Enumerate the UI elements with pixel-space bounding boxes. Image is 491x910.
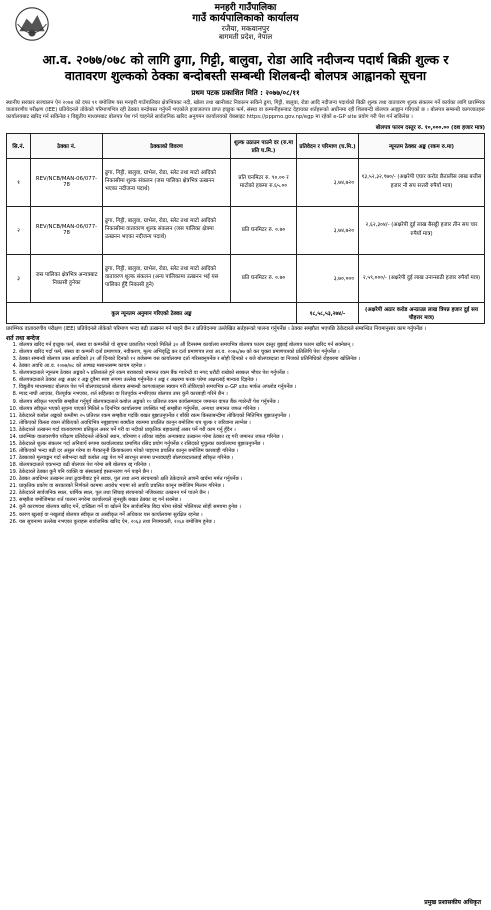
cell-description: ढुगा, गिट्टी, बालुवा, ग्राभेल, रोडा, स्लेट तथा माटो आदिको वातावरण शुल्क संकलन (अन्य पालिकामा उत्खनन भई यस पालिका हुँदै निकासी हुने) [103, 254, 231, 302]
conditions-title: शर्त तथा बन्देज [6, 335, 40, 342]
condition-item: 12. तोकिएको किस्ता रकम तोकिएको अवधिभित्र नबुझाएमा बक्यौता रकममा प्रचलित कानून बमोजिम थप शुल्क र जरिवाना लाग्नेछ । [19, 420, 485, 427]
office-name: गाउँ कार्यपालिकाको कार्यालय [192, 13, 299, 25]
cell-description: ढुगा, गिट्टी, बालुवा, ग्राभेल, रोडा, स्लेट तथा माटो आदिको निकासीमा शुल्क संकलन (जस पालिका क्षेत्रभित्र उत्खनन भएका नदीजन्य पदार्थ) [103, 158, 231, 206]
total-label: कुल न्यूनतम अनुमान गरिएको ठेक्का अङ्क [7, 302, 297, 323]
condition-item: 18. बोलपत्रदाताले एकभन्दा बढी बोलपत्र पेश गरेमा सबै बोलपत्र रद्द गरिनेछ । [19, 462, 485, 469]
total-value: १८,५८,५३,२७४/- [297, 302, 359, 323]
cell-rate: प्रति घनमिटर रु. ९०.०० र माटोको हकमा रु.६५.०० [231, 158, 297, 206]
intro-paragraph: स्थानीय सरकार सञ्चालन ऐन २०७४ को दफा ११ बमोजिम यस मनहरी गाउँपालिका क्षेत्रभित्रका नदी, खोला तथा खानीबाट निकाल्न सकिने ढुगा, गिट्टी, बालुवा, रोडा आदि नदीजन्य पदार्थको बिक्री शुल्क तथा वातावरण शुल्क संकलन गर्ने कार्यका लागि प्रारम्भिक वातावरणीय परीक्षण (IEE) प्रतिवेदनले तोकेको परिमाणभित्र रही ठेक्का बन्दोबस्त गर्नुपर्ने भएकोले इजाजतपत्र प्राप्त इच्छुक फर्म, संस्था वा कम्पनीहरूबाट देहायका शर्तहरूको अधीनमा रही शिलबन्दी बोलपत्र आह्वान गरिएको छ । बोलपत्र सम्बन्धी कागजातहरू कार्यालयबाट खरिद गर्न सकिनेछ र विद्युतीय माध्यमबाट बोलपत्र पेश गर्न चाहनेले सार्वजनिक खरिद अनुगमन कार्यालयको वेबसाइट https://pppmo.gov.np/egp मा रहेको e-GP site प्रयोग गरी पेश गर्न सकिनेछ । [6, 99, 485, 121]
org-name: मनहरी गाउँपालिका [214, 3, 277, 13]
condition-item: 3. ठेक्का सम्बन्धी बोलपत्र उक्त अवधिको ३१ औं दिनको दिनको १२ बजेसम्म यस कार्यालयमा दर्ता गरिसक्नुपर्नेछ र सोही दिनको २ बजे बोलपत्रदाता वा निजको प्रतिनिधिको रोहबरमा खोलिनेछ । [19, 356, 485, 363]
after-table-paragraph: प्रारम्भिक वातावरणीय परीक्षण (IEE) प्रतिवेदनले तोकेको परिमाण भन्दा बढी उत्खनन गर्न पाइने छैन र प्रतिवेदनमा उल्लेखित सर्तहरूको पालना गर्नुपर्नेछ । ठेक्का सम्झौता भएपछि ठेकेदारले सम्बन्धित नियमानुसार काम गर्नुपर्नेछ । [6, 325, 427, 332]
condition-item: 2. बोलपत्र खरिद गर्दा फर्म, संस्था वा कम्पनी दर्ता प्रमाणपत्र, नवीकरण, मूल्य अभिवृद्धि कर दर्ता प्रमाणपत्र तथा आ.व. २०७६/७७ को कर चुक्ता प्रमाणपत्रको प्रतिलिपि पेश गर्नुपर्नेछ । [19, 349, 485, 356]
condition-item: 8. म्याद नाघी आएका, रीतपूर्वक नभएका, शर्त सहितका वा रितपूर्वक नभरिएका बोलपत्र उपर कुनै कारबाही गरिने छैन । [19, 391, 485, 398]
total-words: (अक्षरेपी अठार करोड अन्ठाउन्न लाख त्रिपन्न हजार दुई सय चौहत्तर मात्र) [359, 302, 485, 323]
condition-item: 19. ठेकेदारले ठेक्का कुनै पनि व्यक्ति वा संस्थालाई हस्तान्तरण गर्न पाइने छैन । [19, 469, 485, 476]
condition-item: 21. प्राकृतिक प्रकोप वा सरकारको निर्णयले काममा अवरोध भएमा सो अवधि प्रचलित कानून बमोजिम मिलान गरिनेछ । [19, 483, 485, 490]
col-estimate: न्यूनतम ठेक्का अङ्क (रकम रु.मा) [359, 133, 485, 158]
condition-item: 6. बोलपत्रदाताले ठेक्का अङ्क अक्षर र अङ्क दुवैमा स्पष्ट रूपमा उल्लेख गर्नुपर्नेछ र अङ्क र अक्षरमा फरक परेमा अक्षरलाई मान्यता दिइनेछ । [19, 377, 485, 384]
condition-item: 1. बोलपत्र खरिद गर्न इच्छुक फर्म, संस्था वा कम्पनीले यो सूचना प्रकाशित भएको मितिले ३० औं दिनसम्म कार्यालय समयभित्र बोलपत्र फारम दस्तुर बुझाई बोलपत्र फारम खरिद गर्न सक्नेछन् । [19, 342, 485, 349]
cell-quantity: ३,७४,७२० [297, 158, 359, 206]
col-sn: सि.नं. [7, 133, 31, 158]
table-header-row [7, 133, 485, 158]
table-row [7, 158, 485, 206]
condition-item: 4. ठेक्का अवधि आ.व. २०७७/७८ को आषाढ मसान्तसम्म कायम रहनेछ । [19, 363, 485, 370]
col-description: ठेक्काको विवरण [103, 133, 231, 158]
cell-contract-no: REV/NCB/MAN-06/077-78 [31, 206, 103, 254]
publication-date: प्रथम पटक प्रकाशित मिति : २०७७/०८/११ [191, 88, 300, 97]
cell-sn: १ [7, 158, 31, 206]
header [6, 0, 485, 50]
form-cost-note: बोलपत्र फारम दस्तुर रु. १०,०००.०० (दश हजार मात्र) [375, 124, 485, 131]
col-quantity: प्रतिवेदन र परिमाण (घ.मि.) [297, 133, 359, 158]
table-total-row [7, 302, 485, 323]
condition-item: 17. ठेक्काको मूल्याङ्कन गर्दा सबैभन्दा बढी कबोल अङ्क पेश गर्ने सारभूत रूपमा प्रभावग्राही बोलपत्रदातालाई स्वीकृत गरिनेछ । [19, 455, 485, 462]
cell-quantity: ३,७०,००० [297, 254, 359, 302]
signoff: प्रमुख प्रशासकीय अधिकृत [424, 899, 481, 906]
condition-item: 24. कुनै कारणवश बोलपत्र खरिद गर्ने, दाखिला गर्ने वा खोल्ने दिन सार्वजनिक बिदा परेमा सोको भोलिपल्ट सोही समयमा हुनेछ । [19, 504, 485, 511]
cell-estimate: २,६२,३०४/- (अक्षरेपी दुई लाख बैसट्ठी हजार तीन सय चार रुपैयाँ मात्र) [359, 206, 485, 254]
col-contract-no: ठेक्का नं. [31, 133, 103, 158]
condition-item: 14. प्रारम्भिक वातावरणीय परीक्षण प्रतिवेदनले तोकेको स्थान, परिमाण र तरिका बाहेक अन्यत्रबाट उत्खनन गरेमा ठेक्का रद्द गरी जमानत जफत गरिनेछ । [19, 434, 485, 441]
table-row [7, 254, 485, 302]
cell-sn: ३ [7, 254, 31, 302]
condition-item: 11. ठेकेदारले कबोल अङ्कको कम्तीमा २५ प्रतिशत रकम सम्झौता गर्दाकै बखत बुझाउनुपर्नेछ र बाँकी रकम किस्ताबन्दीमा तोकिएको मितिभित्र बुझाउनुपर्नेछ । [19, 413, 485, 420]
cell-contract-no: जस पालिका क्षेत्रभित्र अन्यत्रबाट निकासी हुनेका [31, 254, 103, 302]
org-block [6, 3, 485, 42]
conditions-list [6, 342, 485, 526]
cell-quantity: ३,७४,७२० [297, 206, 359, 254]
col-rate: शुल्क उठाउन पाउने दर (रु.मा प्रति घ.मि.) [231, 133, 297, 158]
cell-rate: प्रति घनमिटर रु. ०.७० [231, 206, 297, 254]
condition-item: 25. कारण खुलाई वा नखुलाई बोलपत्र स्वीकृत वा अस्वीकृत गर्ने अधिकार यस कार्यालयमा सुरक्षित रहनेछ । [19, 512, 485, 519]
condition-item: 20. ठेक्का अवधिभर उत्खनन तथा ढुवानीबाट हुने सडक, पुल तथा अन्य संरचनाको क्षति ठेकेदारले आफ्नै खर्चमा मर्मत गर्नुपर्नेछ । [19, 476, 485, 483]
condition-item: 7. विद्युतीय माध्यमबाट बोलपत्र पेश गर्ने बोलपत्रदाताले बोलपत्र सम्बन्धी कागजातहरू स्क्यान गरी तोकिएको समयभित्र e-GP site मार्फत अपलोड गर्नुपर्नेछ । [19, 384, 485, 391]
cell-rate: प्रति घनमिटर रु. ०.७० [231, 254, 297, 302]
title-line-2: वातावरण शुल्कको ठेक्का बन्दोबस्ती सम्बन्धी शिलबन्दी बोलपत्र आह्वानको सूचना [64, 68, 427, 84]
condition-item: 22. ठेकेदारले सार्वजनिक स्थल, धार्मिक स्थल, पुल तथा सिंचाइ संरचनाको नजिकबाट उत्खनन गर्न पाउने छैन । [19, 490, 485, 497]
table-row [7, 206, 485, 254]
condition-item: 13. ठेकेदारले उत्खनन गर्दा वातावरणमा प्रतिकूल असर पर्ने गरी वा नदीको प्राकृतिक बहावलाई असर पर्ने गरी काम गर्नु हुँदैन । [19, 427, 485, 434]
condition-item: 26. यस सूचनामा उल्लेख नभएका कुराहरू सार्वजनिक खरिद ऐन, २०६३ तथा नियमावली, २०६४ बमोजिम हुनेछ । [19, 519, 485, 526]
condition-item: 10. बोलपत्र स्वीकृत भएको सूचना पाएको मितिले ७ दिनभित्र कार्यालयमा उपस्थित भई सम्झौता गर्नुपर्नेछ, अन्यथा जमानत जफत गरिनेछ । [19, 406, 485, 413]
province-country: बागमती प्रदेश, नेपाल [218, 33, 273, 42]
notice-title [6, 52, 485, 85]
cell-estimate: २,५९,०००/- (अक्षरेपी दुई लाख उनान्साठी हजार रुपैयाँ मात्र) [359, 254, 485, 302]
office-address: रजैया, मकवानपुर [221, 23, 270, 33]
condition-item: 23. सम्झौता बमोजिमका शर्त पालना नगरेमा कार्यालयले जुनसुकै बखत ठेक्का रद्द गर्न सक्नेछ । [19, 497, 485, 504]
cell-description: ढुगा, गिट्टी, बालुवा, ग्राभेल, रोडा, स्लेट तथा माटो आदिको निकासीमा वातावरण शुल्क संकलन (जस पालिका क्षेत्रमा उत्खनन भएका नदीजन्य पदार्थ) [103, 206, 231, 254]
condition-item: 5. बोलपत्रदाताले न्यूनतम ठेक्का अङ्कको ५ प्रतिशतले हुने रकम बराबरको जमानत रकम बैंक ग्यारेन्टी वा नगद धरौटी राखेको सक्कल भौचर पेश गर्नुपर्नेछ । [19, 370, 485, 377]
cell-contract-no: REV/NCB/MAN-06/077-78 [31, 158, 103, 206]
condition-item: 16. तोकिएको भन्दा बढी दर असुल गरेमा वा गैरकानूनी क्रियाकलाप गरेको पाइएमा प्रचलित कानून बमोजिम कारबाही गरिनेछ । [19, 448, 485, 455]
cell-estimate: १३,५२,३२,९७०/- (अक्षरेपी एघार करोड छैतालीस लाख बत्तीस हजार नौ सय सत्तरी रुपैयाँ मात्र) [359, 158, 485, 206]
condition-item: 9. बोलपत्र स्वीकृत भएपछि सम्झौता गर्नुपूर्व बोलपत्रदाताले कबोल अङ्कको १० प्रतिशत रकम कार्यसम्पादन जमानत वापत बैंक ग्यारेन्टी पेश गर्नुपर्नेछ । [19, 399, 485, 406]
condition-item: 15. ठेकेदारले शुल्क संकलन गर्दा अनिवार्य रूपमा कार्यालयबाट प्रमाणित रसिद प्रयोग गर्नुपर्नेछ र रसिदको मुचुल्का कार्यालयमा बुझाउनुपर्नेछ । [19, 441, 485, 448]
contract-table [6, 133, 485, 324]
title-line-1: आ.व. २०७७/०७८ को लागि ढुगा, गिट्टी, बालुवा, रोडा आदि नदीजन्य पदार्थ बिक्री शुल्क र [42, 52, 449, 67]
cell-sn: २ [7, 206, 31, 254]
